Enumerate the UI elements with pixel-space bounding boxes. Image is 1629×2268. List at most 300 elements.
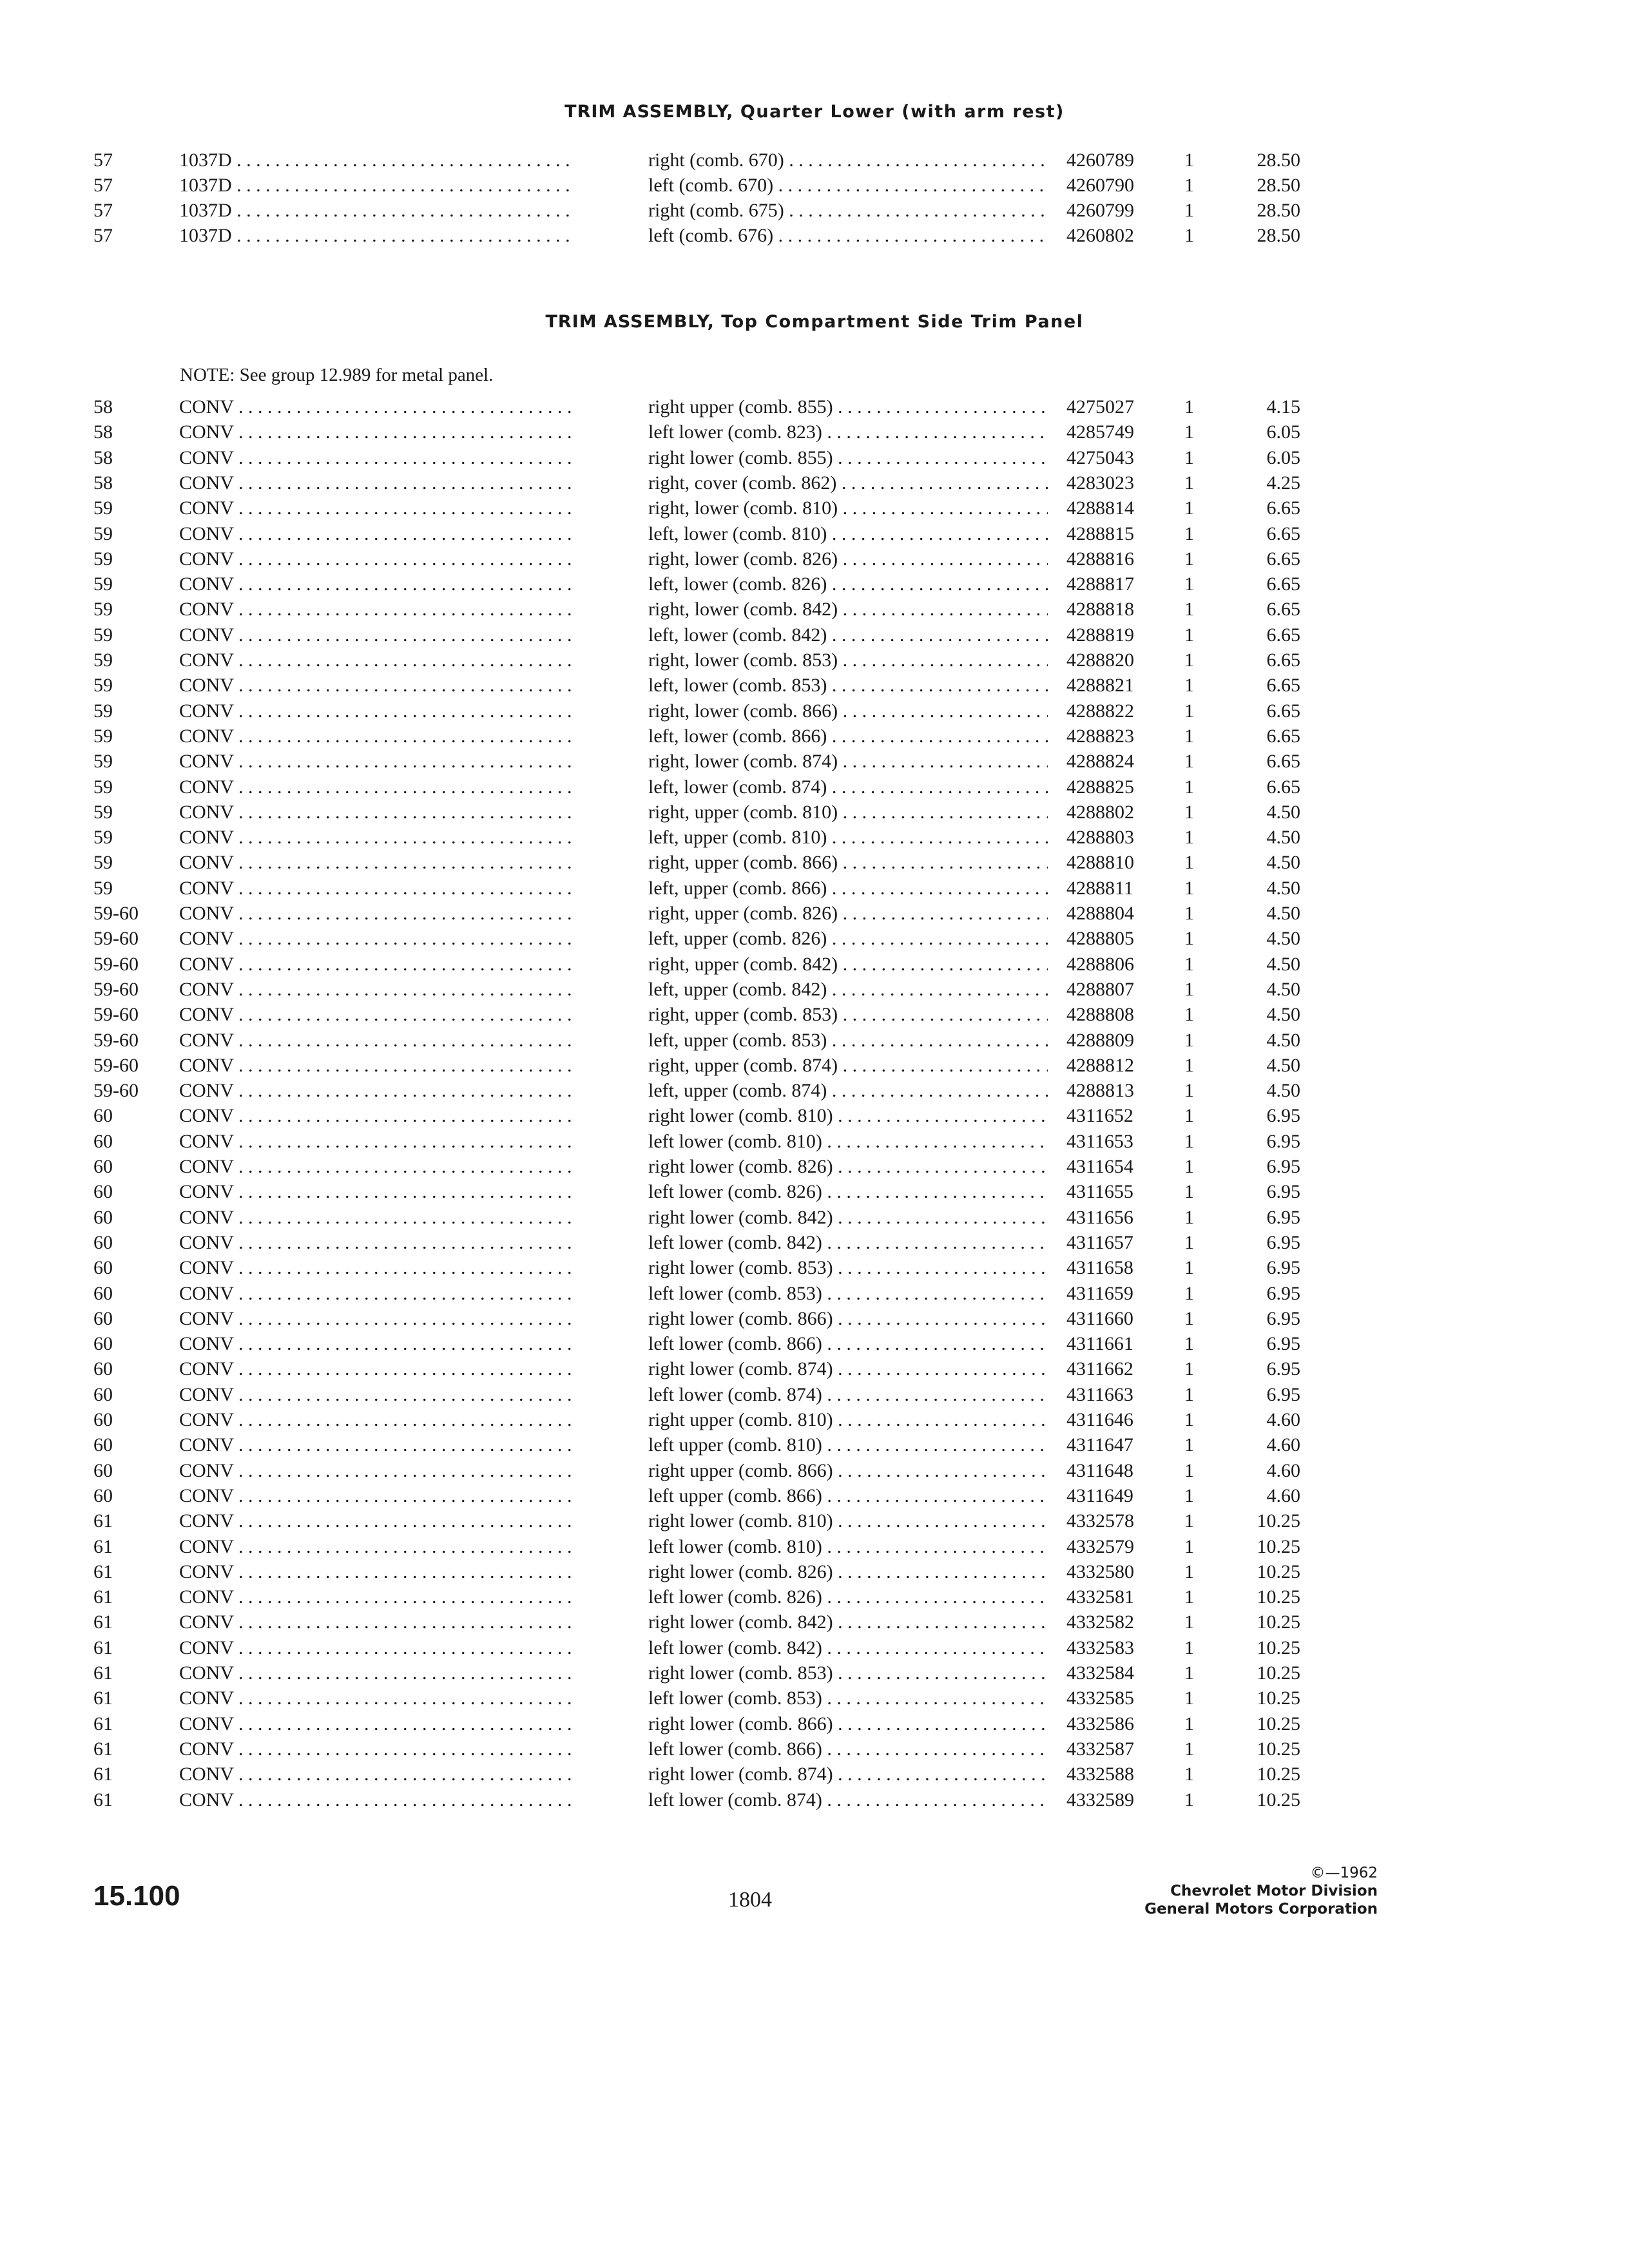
table-row [0,421,1629,445]
quantity: 1 [1184,200,1194,221]
description: right lower (comb. 866) . . . [648,1308,1048,1330]
description: left lower (comb. 866) . . . [648,1738,1048,1760]
quantity: 1 [1184,624,1194,646]
body-style: CONV . . . [179,1156,574,1178]
table-row [0,1308,1629,1331]
part-number: 4288825 [1066,776,1134,798]
description: left lower (comb. 874) . . . [648,1789,1048,1811]
body-style: CONV . . . [179,1586,574,1608]
copyright-block [1144,1864,1378,1918]
price: 6.95 [1266,1206,1300,1228]
price: 4.50 [1266,953,1300,975]
part-number: 4288804 [1066,903,1134,924]
price: 10.25 [1257,1713,1300,1735]
body-style: CONV . . . [179,1713,574,1735]
table-row [0,1460,1629,1483]
part-number: 4288814 [1066,497,1134,519]
part-number: 4260799 [1066,200,1134,221]
part-number: 4288818 [1066,599,1134,620]
price: 4.60 [1266,1409,1300,1430]
table-row [0,472,1629,495]
price: 6.65 [1266,675,1300,697]
model-year: 58 [93,472,113,494]
table-row [0,548,1629,572]
quantity: 1 [1184,1307,1194,1329]
model-year: 60 [93,1156,113,1177]
body-style: CONV . . . [179,1308,574,1330]
part-number: 4288819 [1066,624,1134,646]
price: 10.25 [1257,1586,1300,1608]
body-style: CONV . . . [179,1738,574,1760]
price: 4.50 [1266,801,1300,823]
table-row [0,1232,1629,1255]
table-row [0,827,1629,850]
description: left lower (comb. 810) . . . [648,1536,1048,1558]
quantity: 1 [1184,523,1194,544]
body-style: CONV . . . [179,1384,574,1406]
table-row [0,225,1629,248]
quantity: 1 [1184,1535,1194,1557]
description: left lower (comb. 826) . . . [648,1586,1048,1608]
quantity: 1 [1184,1080,1194,1102]
price: 4.50 [1266,978,1300,1000]
model-year: 60 [93,1459,113,1481]
quantity: 1 [1184,421,1194,443]
price: 10.25 [1257,1687,1300,1709]
model-year: 59-60 [93,953,139,975]
price: 6.65 [1266,751,1300,773]
table-row [0,200,1629,223]
description: right, upper (comb. 826) . . . [648,903,1048,925]
price: 28.50 [1257,149,1300,171]
model-year: 57 [93,149,113,171]
price: 6.65 [1266,649,1300,671]
description: right lower (comb. 842) . . . [648,1207,1048,1229]
part-number: 4288823 [1066,725,1134,747]
part-number: 4332586 [1066,1713,1134,1735]
part-number: 4311658 [1066,1257,1133,1279]
part-number: 4332584 [1066,1662,1134,1684]
description: left lower (comb. 842) . . . [648,1637,1048,1659]
description: right lower (comb. 853) . . . [648,1662,1048,1684]
model-year: 60 [93,1409,113,1430]
part-number: 4311663 [1066,1383,1133,1405]
part-number: 4311661 [1066,1333,1133,1355]
quantity: 1 [1184,1713,1194,1735]
quantity: 1 [1184,1105,1194,1127]
model-year: 59 [93,675,113,697]
price: 10.25 [1257,1510,1300,1532]
body-style: CONV . . . [179,1485,574,1507]
part-number: 4275043 [1066,447,1134,468]
description: left, lower (comb. 826) . . . [648,573,1048,595]
model-year: 59-60 [93,1054,139,1076]
body-style: CONV . . . [179,1055,574,1077]
table-row [0,979,1629,1002]
price: 4.50 [1266,903,1300,924]
price: 6.95 [1266,1130,1300,1152]
model-year: 59 [93,548,113,570]
model-year: 60 [93,1181,113,1203]
model-year: 59 [93,700,113,722]
description: right lower (comb. 842) . . . [648,1611,1048,1633]
part-number: 4311657 [1066,1231,1133,1253]
model-year: 60 [93,1485,113,1506]
body-style: 1037D . . . [179,225,574,247]
description: right, upper (comb. 853) . . . [648,1004,1048,1026]
body-style: CONV . . . [179,751,574,773]
part-number: 4288812 [1066,1054,1134,1076]
description: right (comb. 675) . . . [648,200,1048,222]
part-number: 4311652 [1066,1105,1133,1127]
quantity: 1 [1184,1662,1194,1684]
part-number: 4311662 [1066,1358,1133,1380]
quantity: 1 [1184,776,1194,798]
body-style: CONV . . . [179,472,574,494]
table-row [0,1485,1629,1508]
description: left lower (comb. 842) . . . [648,1232,1048,1254]
table-row [0,523,1629,546]
description: left lower (comb. 826) . . . [648,1181,1048,1203]
table-row [0,497,1629,521]
model-year: 58 [93,396,113,418]
description: right upper (comb. 855) . . . [648,396,1048,418]
price: 4.60 [1266,1459,1300,1481]
model-year: 61 [93,1763,113,1785]
part-number: 4288820 [1066,649,1134,671]
model-year: 59 [93,801,113,823]
description: right lower (comb. 826) . . . [648,1561,1048,1583]
table-row [0,1181,1629,1204]
body-style: CONV . . . [179,1333,574,1355]
model-year: 60 [93,1282,113,1304]
description: right, upper (comb. 874) . . . [648,1055,1048,1077]
table-row [0,1105,1629,1128]
table-row [0,1561,1629,1584]
description: right, lower (comb. 842) . . . [648,599,1048,620]
page-number: 15.100 [93,1880,180,1912]
body-style: CONV . . . [179,928,574,950]
price: 6.65 [1266,776,1300,798]
quantity: 1 [1184,675,1194,697]
table-row [0,649,1629,673]
body-style: CONV . . . [179,573,574,595]
quantity: 1 [1184,1130,1194,1152]
quantity: 1 [1184,1181,1194,1203]
heading-main: TRIM ASSEMBLY, [545,312,715,332]
quantity: 1 [1184,1586,1194,1608]
model-year: 60 [93,1307,113,1329]
body-style: CONV . . . [179,1409,574,1431]
table-row [0,1384,1629,1407]
description: left upper (comb. 866) . . . [648,1485,1048,1507]
body-style: CONV . . . [179,1510,574,1532]
description: left lower (comb. 823) . . . [648,421,1048,443]
model-year: 59-60 [93,978,139,1000]
model-year: 61 [93,1687,113,1709]
description: right lower (comb. 866) . . . [648,1713,1048,1735]
part-number: 4283023 [1066,472,1134,494]
table-row [0,1536,1629,1559]
model-year: 59-60 [93,1004,139,1026]
model-year: 59 [93,497,113,519]
price: 6.95 [1266,1333,1300,1355]
model-year: 61 [93,1586,113,1608]
description: left, lower (comb. 866) . . . [648,726,1048,747]
corporation-name: General Motors Corporation [1144,1901,1378,1917]
description: right upper (comb. 810) . . . [648,1409,1048,1431]
quantity: 1 [1184,1738,1194,1760]
body-style: CONV . . . [179,1358,574,1380]
price: 6.65 [1266,725,1300,747]
price: 6.05 [1266,447,1300,468]
description: right lower (comb. 810) . . . [648,1510,1048,1532]
table-row [0,175,1629,198]
part-number: 4288806 [1066,953,1134,975]
body-style: CONV . . . [179,675,574,697]
table-row [0,1333,1629,1356]
description: left, lower (comb. 874) . . . [648,776,1048,798]
body-style: CONV . . . [179,1763,574,1785]
description: right, cover (comb. 862) . . . [648,472,1048,494]
quantity: 1 [1184,1637,1194,1658]
quantity: 1 [1184,1611,1194,1633]
quantity: 1 [1184,725,1194,747]
quantity: 1 [1184,928,1194,950]
quantity: 1 [1184,447,1194,468]
quantity: 1 [1184,1789,1194,1811]
table-row [0,903,1629,926]
table-row [0,1434,1629,1457]
price: 6.65 [1266,573,1300,595]
body-style: CONV . . . [179,1687,574,1709]
quantity: 1 [1184,1156,1194,1177]
body-style: CONV . . . [179,726,574,747]
quantity: 1 [1184,953,1194,975]
model-year: 60 [93,1231,113,1253]
part-number: 4332581 [1066,1586,1134,1608]
model-year: 59 [93,624,113,646]
model-year: 60 [93,1257,113,1279]
table-row [0,1738,1629,1762]
table-row [0,928,1629,951]
model-year: 61 [93,1535,113,1557]
body-style: CONV . . . [179,1207,574,1229]
description: left, upper (comb. 842) . . . [648,979,1048,1001]
price: 10.25 [1257,1611,1300,1633]
section-heading [0,312,1629,332]
part-number: 4332585 [1066,1687,1134,1709]
price: 10.25 [1257,1561,1300,1582]
body-style: CONV . . . [179,827,574,849]
table-row [0,447,1629,470]
table-row [0,1789,1629,1812]
part-number: 4332589 [1066,1789,1134,1811]
price: 6.65 [1266,523,1300,544]
part-number: 4332582 [1066,1611,1134,1633]
description: right, lower (comb. 826) . . . [648,548,1048,570]
body-style: CONV . . . [179,1434,574,1456]
description: left upper (comb. 810) . . . [648,1434,1048,1456]
part-number: 4275027 [1066,396,1134,418]
part-number: 4288805 [1066,928,1134,950]
body-style: CONV . . . [179,523,574,545]
table-row [0,1358,1629,1381]
price: 28.50 [1257,200,1300,221]
quantity: 1 [1184,1763,1194,1785]
price: 4.50 [1266,877,1300,899]
part-number: 4288815 [1066,523,1134,544]
quantity: 1 [1184,396,1194,418]
quantity: 1 [1184,1561,1194,1582]
body-style: CONV . . . [179,1611,574,1633]
description: right lower (comb. 855) . . . [648,447,1048,469]
model-year: 59 [93,599,113,620]
quantity: 1 [1184,801,1194,823]
model-year: 59-60 [93,928,139,950]
table-row [0,599,1629,622]
price: 10.25 [1257,1738,1300,1760]
section-heading [0,102,1629,122]
body-style: CONV . . . [179,776,574,798]
body-style: CONV . . . [179,1105,574,1127]
part-number: 4285749 [1066,421,1134,443]
price: 28.50 [1257,225,1300,246]
model-year: 61 [93,1789,113,1811]
division-name: Chevrolet Motor Division [1170,1883,1378,1899]
model-year: 61 [93,1713,113,1735]
description: right lower (comb. 853) . . . [648,1257,1048,1279]
price: 6.95 [1266,1358,1300,1380]
quantity: 1 [1184,149,1194,171]
model-year: 59 [93,776,113,798]
price: 4.15 [1266,396,1300,418]
part-number: 4332587 [1066,1738,1134,1760]
description: right, upper (comb. 810) . . . [648,802,1048,823]
quantity: 1 [1184,1485,1194,1506]
price: 6.95 [1266,1257,1300,1279]
body-style: 1037D . . . [179,200,574,222]
table-row [0,1257,1629,1280]
table-row [0,1409,1629,1432]
body-style: CONV . . . [179,1637,574,1659]
body-style: CONV . . . [179,1232,574,1254]
part-number: 4311653 [1066,1130,1133,1152]
quantity: 1 [1184,1383,1194,1405]
price: 10.25 [1257,1763,1300,1785]
part-number: 4260802 [1066,225,1134,246]
part-number: 4311646 [1066,1409,1133,1430]
model-year: 58 [93,447,113,468]
table-row [0,1687,1629,1711]
model-year: 59 [93,827,113,849]
body-style: CONV . . . [179,878,574,899]
price: 6.95 [1266,1156,1300,1177]
price: 10.25 [1257,1662,1300,1684]
table-row [0,1510,1629,1533]
description: right lower (comb. 826) . . . [648,1156,1048,1178]
model-year: 61 [93,1637,113,1658]
table-row [0,700,1629,724]
table-row [0,1713,1629,1736]
table-row [0,878,1629,901]
price: 4.50 [1266,827,1300,849]
body-style: CONV . . . [179,447,574,469]
model-year: 59 [93,725,113,747]
model-year: 60 [93,1383,113,1405]
table-row [0,1004,1629,1027]
quantity: 1 [1184,1333,1194,1355]
quantity: 1 [1184,877,1194,899]
description: left, upper (comb. 810) . . . [648,827,1048,849]
description: left lower (comb. 853) . . . [648,1687,1048,1709]
quantity: 1 [1184,573,1194,595]
body-style: CONV . . . [179,1460,574,1482]
price: 4.50 [1266,1080,1300,1102]
quantity: 1 [1184,1434,1194,1456]
table-row [0,1763,1629,1787]
table-row [0,1156,1629,1179]
heading-sub: Top Compartment Side Trim Panel [721,312,1084,332]
model-year: 61 [93,1662,113,1684]
quantity: 1 [1184,472,1194,494]
part-number: 4288810 [1066,852,1134,874]
description: left, lower (comb. 842) . . . [648,624,1048,646]
body-style: CONV . . . [179,1283,574,1305]
model-year: 61 [93,1738,113,1760]
heading-main: TRIM ASSEMBLY, [564,102,734,122]
price: 6.05 [1266,421,1300,443]
part-number: 4311654 [1066,1156,1133,1177]
model-year: 57 [93,175,113,196]
model-year: 59 [93,852,113,874]
description: left, upper (comb. 853) . . . [648,1030,1048,1052]
price: 6.65 [1266,624,1300,646]
body-style: CONV . . . [179,979,574,1001]
price: 6.95 [1266,1181,1300,1203]
model-year: 60 [93,1434,113,1456]
body-style: CONV . . . [179,1131,574,1153]
price: 10.25 [1257,1637,1300,1658]
body-style: CONV . . . [179,1257,574,1279]
part-number: 4311656 [1066,1206,1133,1228]
table-row [0,675,1629,698]
quantity: 1 [1184,1231,1194,1253]
price: 10.25 [1257,1535,1300,1557]
quantity: 1 [1184,751,1194,773]
body-style: CONV . . . [179,1561,574,1583]
part-number: 4288821 [1066,675,1134,697]
quantity: 1 [1184,1004,1194,1026]
model-year: 60 [93,1206,113,1228]
price: 6.95 [1266,1282,1300,1304]
description: right lower (comb. 874) . . . [648,1763,1048,1785]
body-style: CONV . . . [179,421,574,443]
quantity: 1 [1184,649,1194,671]
heading-sub: Quarter Lower (with arm rest) [740,102,1065,122]
price: 6.95 [1266,1105,1300,1127]
table-row [0,852,1629,875]
model-year: 60 [93,1130,113,1152]
table-row [0,149,1629,173]
body-style: CONV . . . [179,497,574,519]
table-row [0,1207,1629,1230]
description: right, lower (comb. 866) . . . [648,700,1048,722]
body-style: CONV . . . [179,1004,574,1026]
quantity: 1 [1184,225,1194,246]
table-row [0,1030,1629,1053]
description: left lower (comb. 810) . . . [648,1131,1048,1153]
